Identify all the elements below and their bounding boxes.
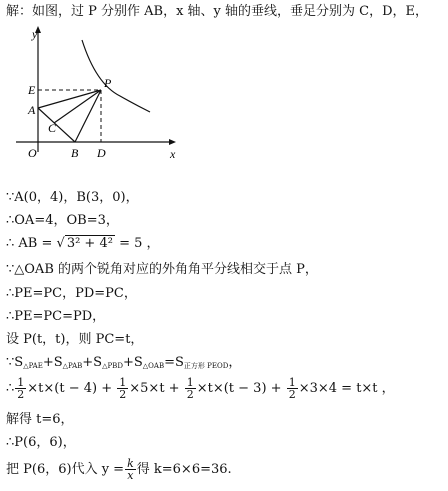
frac-num: 1 (119, 376, 127, 389)
frac-den: 2 (288, 388, 296, 401)
half-fraction-2 (117, 377, 128, 400)
label-p: P (104, 76, 112, 90)
hyperbola-curve (82, 40, 150, 112)
area-part-4: +S (82, 355, 103, 370)
geometry-figure (10, 24, 200, 174)
frac-den: 2 (119, 388, 127, 401)
frac-num: 1 (186, 376, 194, 389)
label-c: C (48, 121, 57, 135)
half-fraction-3 (185, 377, 196, 400)
sqrt-radicand: 3² + 4² (66, 236, 113, 251)
area-sum-line (6, 355, 444, 374)
eq-term-4: ×3×4 = t×t ， (298, 381, 395, 396)
area-part-8: =S (164, 355, 184, 370)
area-part-6: +S (122, 355, 143, 370)
equal-distances-line: ∴PE=PC=PD， (6, 309, 106, 324)
frac-num: 1 (17, 376, 25, 389)
ab-post: = 5 ， (114, 236, 160, 251)
p-coord-line: ∴P(6，6)， (6, 435, 76, 450)
set-p-line: 设 P(t，t)，则 PC=t， (6, 332, 144, 347)
half-fraction-1 (15, 377, 26, 400)
label-x: x (170, 147, 176, 161)
segment-bp (75, 90, 101, 142)
k-value-line (6, 456, 444, 484)
ab-pre: ∴ AB = (6, 236, 57, 251)
area-part-9: 正方形 PEOD (183, 362, 229, 370)
k-over-x-fraction (125, 458, 136, 481)
eq-term-2: ×5×t + (129, 381, 180, 396)
oa-ob-line: ∴OA=4，OB=3， (6, 213, 119, 228)
area-part-0: ∵S (6, 355, 24, 370)
area-part-7: △OAB (142, 362, 165, 370)
frac-den: x (127, 469, 134, 482)
segment-ab (38, 108, 75, 142)
label-d: D (97, 146, 106, 160)
label-y: y (32, 27, 38, 41)
pe-pc-pd-line: ∴PE=PC，PD=PC， (6, 286, 137, 301)
eq-pre: ∴ (6, 381, 15, 396)
label-e: E (28, 83, 36, 97)
frac-den: 2 (186, 388, 194, 401)
frac-den: 2 (17, 388, 25, 401)
k-pre: 把 P(6，6)代入 y = (6, 462, 125, 477)
k-post: 得 k=6×6=36. (136, 462, 232, 477)
segment-ap (38, 90, 101, 108)
solve-t-line: 解得 t=6， (6, 412, 74, 427)
x-axis-arrow (169, 139, 176, 145)
eq-term-3: ×t×(t − 3) + (196, 381, 282, 396)
ab-length-line (6, 236, 444, 252)
segment-pc (54, 90, 101, 123)
eq-term-1: ×t×(t − 4) + (27, 381, 113, 396)
area-part-5: △PBD (102, 362, 123, 370)
area-part-2: +S (42, 355, 63, 370)
frac-num: k (127, 457, 134, 470)
area-part-10: ， (228, 355, 242, 370)
given-points-line: ∵A(0，4)，B(3，0)， (6, 190, 139, 205)
half-fraction-4 (287, 377, 298, 400)
area-part-1: △PAE (23, 362, 43, 370)
area-equation-line (6, 376, 444, 402)
sqrt-sign: √ (56, 236, 65, 251)
bisector-line: ∵△OAB 的两个锐角对应的外角角平分线相交于点 P， (6, 262, 318, 277)
label-b: B (71, 146, 79, 160)
label-o: O (28, 146, 37, 160)
area-part-3: △PAB (62, 362, 83, 370)
solution-intro-line: 解：如图，过 P 分别作 AB，x 轴、y 轴的垂线，垂足分别为 C，D，E， (6, 4, 429, 19)
frac-num: 1 (288, 376, 296, 389)
label-a: A (28, 103, 36, 117)
